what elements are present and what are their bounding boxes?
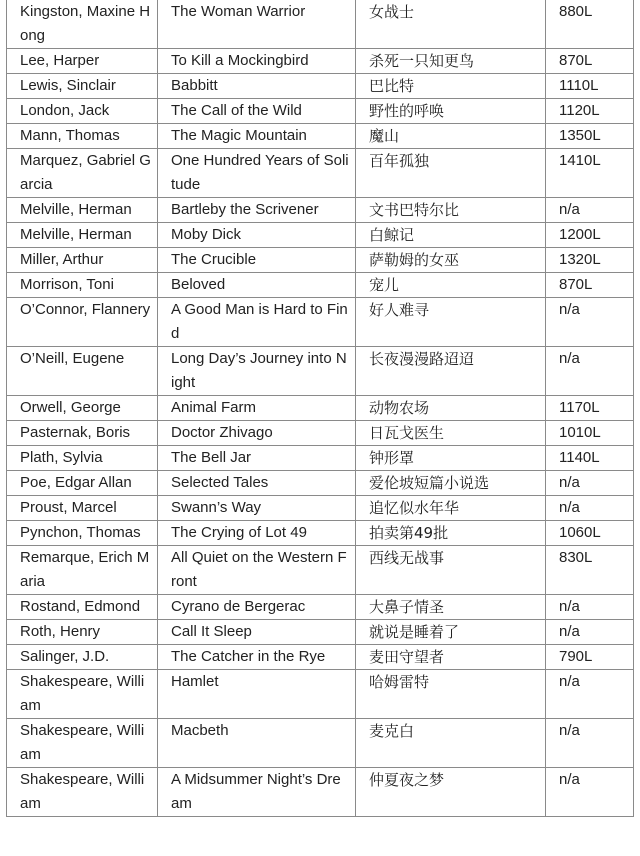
lexile-cell: 1060L [546, 521, 634, 546]
author-cell: Proust, Marcel [7, 496, 158, 521]
author-cell: Lewis, Sinclair [7, 74, 158, 99]
author-cell: Shakespeare, William [7, 670, 158, 719]
lexile-cell: 870L [546, 49, 634, 74]
title-cell: Moby Dick [158, 223, 356, 248]
table-row [7, 223, 634, 248]
book-list-sheet [6, 0, 633, 817]
table-row [7, 471, 634, 496]
author-cell: Miller, Arthur [7, 248, 158, 273]
author-cell: Morrison, Toni [7, 273, 158, 298]
table-row [7, 670, 634, 719]
title-cell: Beloved [158, 273, 356, 298]
author-cell: O’Connor, Flannery [7, 298, 158, 347]
title-cell: Selected Tales [158, 471, 356, 496]
table-row [7, 396, 634, 421]
chinese-title-cell: 魔山 [356, 124, 546, 149]
lexile-cell: 1350L [546, 124, 634, 149]
author-cell: Poe, Edgar Allan [7, 471, 158, 496]
title-cell: Long Day’s Journey into Night [158, 347, 356, 396]
lexile-cell: n/a [546, 595, 634, 620]
title-cell: Cyrano de Bergerac [158, 595, 356, 620]
lexile-cell: n/a [546, 298, 634, 347]
title-cell: Hamlet [158, 670, 356, 719]
title-cell: Doctor Zhivago [158, 421, 356, 446]
table-row [7, 298, 634, 347]
title-cell: One Hundred Years of Solitude [158, 149, 356, 198]
table-row [7, 595, 634, 620]
table-row [7, 198, 634, 223]
table-row [7, 124, 634, 149]
author-cell: Plath, Sylvia [7, 446, 158, 471]
table-row [7, 719, 634, 768]
table-row [7, 546, 634, 595]
title-cell: Animal Farm [158, 396, 356, 421]
title-cell: Swann’s Way [158, 496, 356, 521]
chinese-title-cell: 哈姆雷特 [356, 670, 546, 719]
lexile-cell: n/a [546, 670, 634, 719]
table-row [7, 496, 634, 521]
lexile-cell: n/a [546, 496, 634, 521]
chinese-title-cell: 西线无战事 [356, 546, 546, 595]
table-row [7, 273, 634, 298]
author-cell: Melville, Herman [7, 223, 158, 248]
chinese-title-cell: 野性的呼唤 [356, 99, 546, 124]
author-cell: Orwell, George [7, 396, 158, 421]
lexile-cell: n/a [546, 768, 634, 817]
chinese-title-cell: 大鼻子情圣 [356, 595, 546, 620]
table-row [7, 446, 634, 471]
title-cell: The Crucible [158, 248, 356, 273]
lexile-cell: 790L [546, 645, 634, 670]
lexile-cell: 870L [546, 273, 634, 298]
chinese-title-cell: 动物农场 [356, 396, 546, 421]
table-row [7, 0, 634, 49]
lexile-cell: n/a [546, 347, 634, 396]
author-cell: Mann, Thomas [7, 124, 158, 149]
title-cell: A Midsummer Night’s Dream [158, 768, 356, 817]
title-cell: The Bell Jar [158, 446, 356, 471]
chinese-title-cell: 巴比特 [356, 74, 546, 99]
title-cell: The Crying of Lot 49 [158, 521, 356, 546]
author-cell: Marquez, Gabriel Garcia [7, 149, 158, 198]
author-cell: Remarque, Erich Maria [7, 546, 158, 595]
chinese-title-cell: 长夜漫漫路迢迢 [356, 347, 546, 396]
author-cell: Melville, Herman [7, 198, 158, 223]
table-row [7, 620, 634, 645]
author-cell: Pasternak, Boris [7, 421, 158, 446]
lexile-cell: n/a [546, 719, 634, 768]
chinese-title-cell: 好人难寻 [356, 298, 546, 347]
table-row [7, 421, 634, 446]
title-cell: Macbeth [158, 719, 356, 768]
title-cell: Call It Sleep [158, 620, 356, 645]
author-cell: Shakespeare, William [7, 719, 158, 768]
table-row [7, 521, 634, 546]
chinese-title-cell: 麦克白 [356, 719, 546, 768]
author-cell: Roth, Henry [7, 620, 158, 645]
author-cell: Rostand, Edmond [7, 595, 158, 620]
lexile-cell: 1010L [546, 421, 634, 446]
lexile-cell: 1410L [546, 149, 634, 198]
author-cell: Salinger, J.D. [7, 645, 158, 670]
title-cell: A Good Man is Hard to Find [158, 298, 356, 347]
lexile-cell: 1120L [546, 99, 634, 124]
table-row [7, 645, 634, 670]
lexile-cell: n/a [546, 471, 634, 496]
chinese-title-cell: 百年孤独 [356, 149, 546, 198]
book-table [6, 0, 634, 817]
chinese-title-cell: 宠儿 [356, 273, 546, 298]
author-cell: Kingston, Maxine Hong [7, 0, 158, 49]
chinese-title-cell: 杀死一只知更鸟 [356, 49, 546, 74]
table-row [7, 99, 634, 124]
chinese-title-cell: 日瓦戈医生 [356, 421, 546, 446]
title-cell: All Quiet on the Western Front [158, 546, 356, 595]
author-cell: Shakespeare, William [7, 768, 158, 817]
chinese-title-cell: 追忆似水年华 [356, 496, 546, 521]
table-row [7, 149, 634, 198]
chinese-title-cell: 萨勒姆的女巫 [356, 248, 546, 273]
lexile-cell: n/a [546, 620, 634, 645]
title-cell: The Magic Mountain [158, 124, 356, 149]
author-cell: Pynchon, Thomas [7, 521, 158, 546]
table-row [7, 768, 634, 817]
author-cell: Lee, Harper [7, 49, 158, 74]
chinese-title-cell: 文书巴特尔比 [356, 198, 546, 223]
title-cell: The Woman Warrior [158, 0, 356, 49]
chinese-title-cell: 仲夏夜之梦 [356, 768, 546, 817]
chinese-title-cell: 麦田守望者 [356, 645, 546, 670]
author-cell: O’Neill, Eugene [7, 347, 158, 396]
table-row [7, 347, 634, 396]
lexile-cell: 1170L [546, 396, 634, 421]
book-table-body [7, 0, 634, 817]
chinese-title-cell: 拍卖第49批 [356, 521, 546, 546]
title-cell: To Kill a Mockingbird [158, 49, 356, 74]
chinese-title-cell: 女战士 [356, 0, 546, 49]
chinese-title-cell: 白鲸记 [356, 223, 546, 248]
chinese-title-cell: 爱伦坡短篇小说选 [356, 471, 546, 496]
lexile-cell: 1110L [546, 74, 634, 99]
title-cell: Babbitt [158, 74, 356, 99]
author-cell: London, Jack [7, 99, 158, 124]
lexile-cell: n/a [546, 198, 634, 223]
lexile-cell: 830L [546, 546, 634, 595]
title-cell: The Catcher in the Rye [158, 645, 356, 670]
lexile-cell: 1200L [546, 223, 634, 248]
lexile-cell: 1320L [546, 248, 634, 273]
chinese-title-cell: 钟形罩 [356, 446, 546, 471]
title-cell: The Call of the Wild [158, 99, 356, 124]
lexile-cell: 1140L [546, 446, 634, 471]
chinese-title-cell: 就说是睡着了 [356, 620, 546, 645]
title-cell: Bartleby the Scrivener [158, 198, 356, 223]
lexile-cell: 880L [546, 0, 634, 49]
table-row [7, 248, 634, 273]
table-row [7, 74, 634, 99]
table-row [7, 49, 634, 74]
